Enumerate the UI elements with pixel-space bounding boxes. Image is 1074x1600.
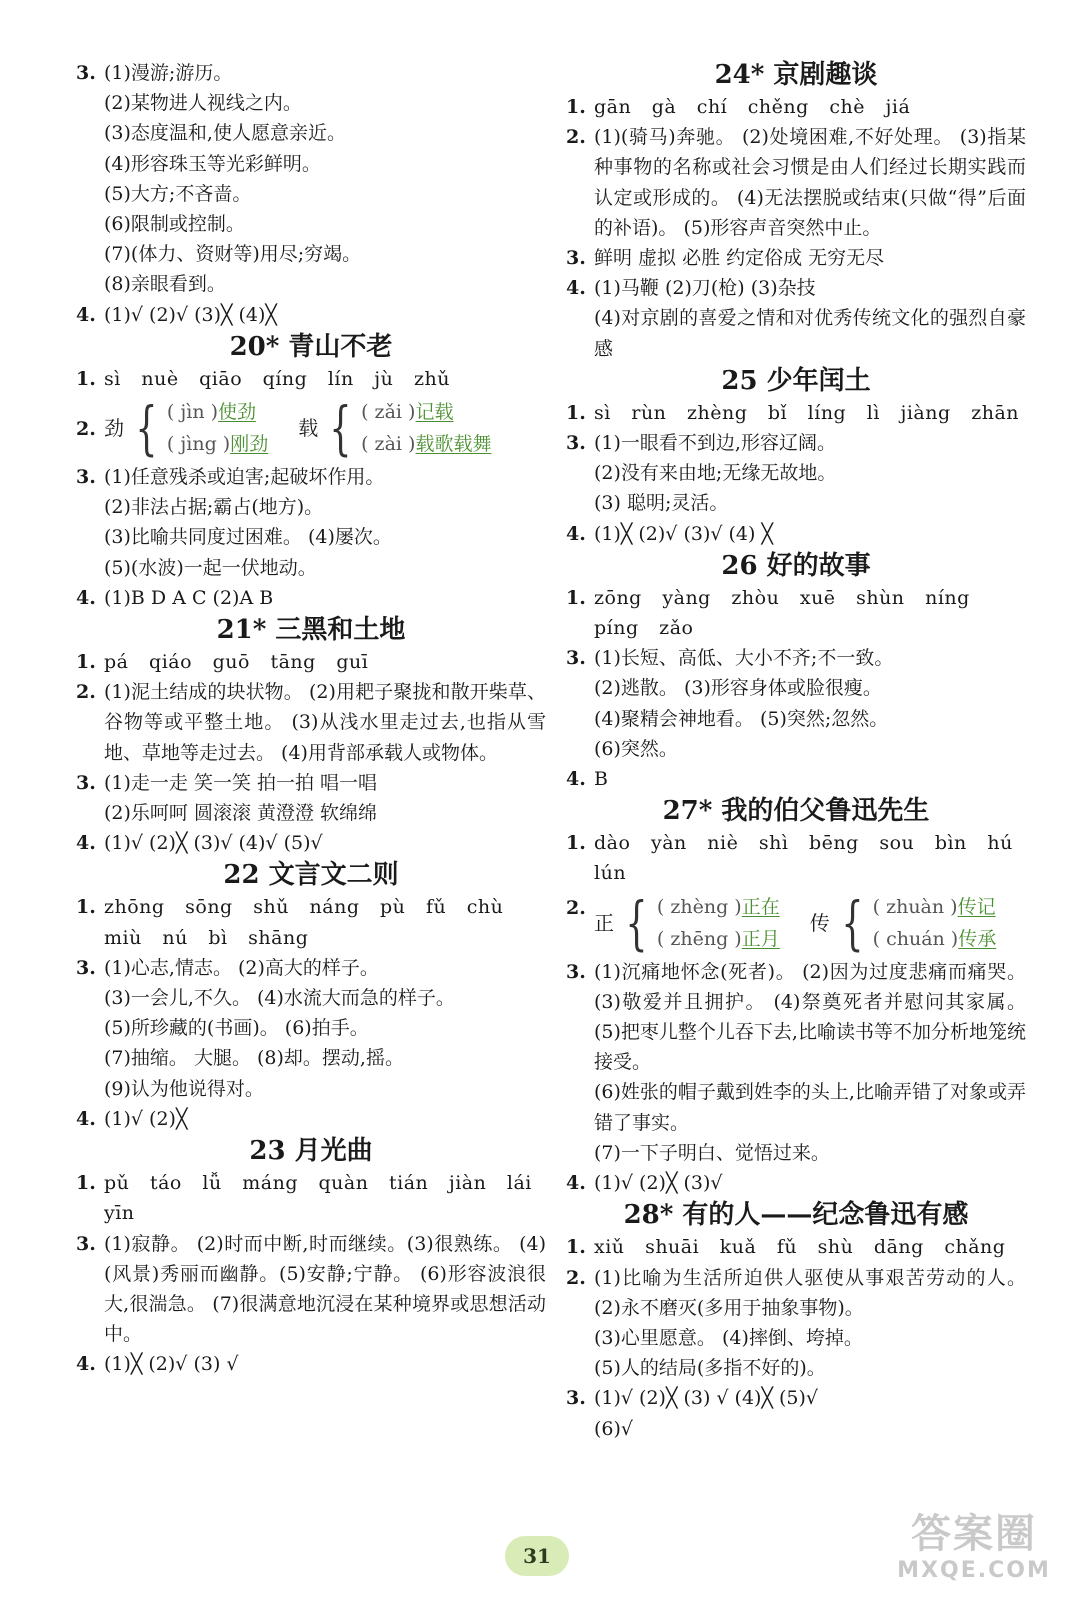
bracket-group-zheng xyxy=(594,888,780,957)
question-number: 1. xyxy=(76,1172,96,1195)
question-1 xyxy=(566,583,1026,643)
section-title-27: 27* 我的伯父鲁迅先生 xyxy=(662,796,930,827)
question-number: 3. xyxy=(76,956,96,979)
brace-icon: { xyxy=(329,394,352,463)
answer-line: (1)B D A C (2)A B xyxy=(104,586,274,609)
answer-line: (4)聚精会神地看。 (5)突然;忽然。 xyxy=(594,707,889,730)
pinyin-line: sì nuè qiāo qíng lín jù zhǔ xyxy=(104,367,450,390)
left-column xyxy=(76,58,546,1380)
answer-line: (1)√ (2)√ (3)╳ (4)╳ xyxy=(104,303,277,326)
answer-line: (7)(体力、资财等)用尽;穷竭。 xyxy=(104,243,362,266)
answer-line: (1)马鞭 (2)刀(枪) (3)杂技 xyxy=(594,277,816,300)
answer-line: (3)心里愿意。 (4)摔倒、垮掉。 xyxy=(594,1326,863,1349)
answer-line: (3)一会儿,不久。 (4)水流大而急的样子。 xyxy=(104,987,455,1010)
answer-paragraph: (6)姓张的帽子戴到姓李的头上,比喻弄错了对象或弄错了事实。 xyxy=(594,1081,1026,1134)
answer-line: (3) 聪明;灵活。 xyxy=(594,492,729,515)
question-number: 4. xyxy=(566,277,586,300)
brace-icon: { xyxy=(841,888,864,957)
question-4 xyxy=(76,583,546,613)
section-title-24: 24* 京剧趣谈 xyxy=(714,60,878,90)
answer-word: 载歌载舞 xyxy=(415,433,492,456)
watermark-text: 答案圈 xyxy=(911,1511,1037,1557)
answer-line: (2)乐呵呵 圆滚滚 黄澄澄 软绵绵 xyxy=(104,802,378,825)
polyphone-char: 载 xyxy=(298,415,319,440)
question-number: 1. xyxy=(566,832,586,855)
question-1 xyxy=(76,364,546,394)
answer-line: (3)态度温和,使人愿意亲近。 xyxy=(104,122,346,145)
question-number: 3. xyxy=(566,247,586,270)
answer-line: (4)形容珠玉等光彩鲜明。 xyxy=(104,152,321,175)
answer-line: 鲜明 虚拟 必胜 约定俗成 无穷无尽 xyxy=(594,247,885,270)
question-3 xyxy=(566,1383,1026,1443)
answer-word: 使劲 xyxy=(218,401,257,424)
answer-line: (1)心志,情志。 (2)高大的样子。 xyxy=(104,956,379,979)
answer-line: (1)√ (2)╳ (3) √ (4)╳ (5)√ xyxy=(594,1387,818,1410)
right-column xyxy=(566,58,1026,1444)
answer-line: (6)限制或控制。 xyxy=(104,213,245,236)
question-3 xyxy=(566,957,1026,1168)
question-number: 3. xyxy=(566,647,586,670)
pinyin: ( jìng ) xyxy=(166,433,231,456)
answer-paragraph: (1)比喻为生活所迫供人驱使从事艰苦劳动的人。 (2)永不磨灭(多用于抽象事物)。 xyxy=(594,1266,1026,1319)
answer-line: (7)抽缩。 大腿。 (8)却。摆动,摇。 xyxy=(104,1047,404,1070)
question-3 xyxy=(76,768,546,828)
question-3 xyxy=(566,643,1026,764)
bracket-row xyxy=(594,889,1026,957)
polyphone-char: 正 xyxy=(594,910,614,935)
section-title-28: 28* 有的人——纪念鲁迅有感 xyxy=(623,1200,969,1231)
answer-word: 传承 xyxy=(958,927,997,950)
brace-icon: { xyxy=(135,394,158,463)
question-number: 1. xyxy=(566,586,586,609)
section-title-21: 21* 三黑和土地 xyxy=(216,615,406,646)
question-number: 4. xyxy=(566,768,586,791)
answer-line: (6)√ xyxy=(594,1417,634,1440)
answer-paragraph: (1)寂静。 (2)时而中断,时而继续。(3)很熟练。 (4)(风景)秀丽而幽静。(5)安静;宁静。 (6)形容波浪很大,很湍急。 (7)很满意地沉浸在某种境界或思想活动中。 xyxy=(104,1232,546,1346)
question-1 xyxy=(76,647,546,677)
question-number: 3. xyxy=(76,771,96,794)
answer-line: (1)╳ (2)√ (3) √ xyxy=(104,1353,239,1376)
answer-word: 正月 xyxy=(741,927,780,950)
pinyin-line: zōng yàng zhòu xuē shùn níng xyxy=(594,586,970,609)
question-number: 1. xyxy=(76,651,96,674)
page-number: 31 xyxy=(505,1536,569,1576)
question-number: 1. xyxy=(566,401,586,424)
question-number: 2. xyxy=(566,126,586,149)
pinyin-line: gān gà chí chěng chè jiá xyxy=(594,96,911,118)
question-1 xyxy=(566,1232,1026,1262)
question-number: 4. xyxy=(76,303,96,326)
watermark-logo xyxy=(888,1510,1060,1590)
pinyin-line: yīn xyxy=(104,1202,135,1225)
question-number: 1. xyxy=(76,896,96,919)
question-number: 3. xyxy=(566,1387,586,1410)
pinyin: ( zhuàn ) xyxy=(872,895,958,918)
answer-word: 刚劲 xyxy=(230,433,269,456)
question-4 xyxy=(566,1168,1026,1198)
section-title-26: 26 好的故事 xyxy=(721,550,871,581)
question-number: 1. xyxy=(566,96,586,118)
question-number: 3. xyxy=(76,1232,96,1255)
pinyin: ( zài ) xyxy=(361,433,416,456)
question-3 xyxy=(76,462,546,583)
question-1 xyxy=(566,92,1026,122)
question-2 xyxy=(566,889,1026,957)
question-1 xyxy=(566,828,1026,888)
pinyin-line: xiǔ shuāi kuǎ fǔ shù dāng chǎng xyxy=(594,1236,1006,1259)
question-1 xyxy=(566,398,1026,428)
question-1 xyxy=(76,892,546,952)
polyphone-char: 劲 xyxy=(104,415,124,440)
pinyin-line: píng zǎo xyxy=(594,617,694,640)
pinyin-line: dào yàn niè shì bēng sou bìn hú xyxy=(594,832,1013,855)
bracket-group-jin xyxy=(104,394,269,463)
question-number: 4. xyxy=(76,1107,96,1130)
answer-paragraph: (1)(骑马)奔驰。 (2)处境困难,不好处理。 (3)指某种事物的名称或社会习惯是由人们经过长期实践而认定或形成的。 (4)无法摆脱或结束(只做“得”后面的补语)。 (5)形容声音突然中止。 xyxy=(594,126,1026,239)
answer-line: (9)认为他说得对。 xyxy=(104,1077,264,1100)
question-3 xyxy=(76,1229,546,1350)
answer-line: (5)大方;不吝啬。 xyxy=(104,182,252,205)
question-number: 2. xyxy=(76,681,96,704)
answer-word: 传记 xyxy=(957,895,996,918)
answer-paragraph: (4)对京剧的喜爱之情和对优秀传统文化的强烈自豪感 xyxy=(594,307,1026,360)
watermark-url: MXQE.COM xyxy=(897,1558,1051,1583)
answer-line: (3)比喻共同度过困难。 (4)屡次。 xyxy=(104,526,392,549)
question-3 xyxy=(566,428,1026,519)
answer-line: (1)√ (2)╳ (3)√ (4)√ (5)√ xyxy=(104,832,323,855)
question-4 xyxy=(76,828,546,858)
answer-line: (1)长短、高低、大小不齐;不一致。 xyxy=(594,647,894,670)
pinyin: ( zhèng ) xyxy=(656,895,742,918)
question-number: 4. xyxy=(76,586,96,609)
polyphone-char: 传 xyxy=(809,910,830,935)
pinyin-line: sì rùn zhèng bǐ líng lì jiàng zhān xyxy=(594,401,1020,424)
question-number: 3. xyxy=(76,62,96,84)
answer-line: (5)人的结局(多指不好的)。 xyxy=(594,1357,826,1380)
answer-line: (1)走一走 笑一笑 拍一拍 唱一唱 xyxy=(104,771,378,794)
question-3 xyxy=(566,243,1026,273)
question-4 xyxy=(76,300,546,330)
bracket-group-zhuan xyxy=(809,888,997,957)
question-3 xyxy=(76,58,546,300)
answer-paragraph: (1)沉痛地怀念(死者)。 (2)因为过度悲痛而痛哭。 (3)敬爱并且拥护。 (4)祭奠死者并慰问其家属。 (5)把枣儿整个儿吞下去,比喻读书等不加分析地笼统接受。 xyxy=(594,960,1026,1074)
question-number: 4. xyxy=(76,832,96,855)
answer-line: (1)√ (2)╳ xyxy=(104,1107,188,1130)
answer-line: B xyxy=(594,768,608,791)
pinyin: ( chuán ) xyxy=(872,927,959,950)
question-number: 3. xyxy=(76,466,96,489)
question-number: 3. xyxy=(566,432,586,455)
question-2 xyxy=(566,122,1026,243)
bracket-group-zai xyxy=(298,394,492,463)
bracket-row xyxy=(104,394,546,462)
pinyin: ( zhēng ) xyxy=(656,927,742,950)
question-4 xyxy=(566,519,1026,549)
question-4 xyxy=(76,1349,546,1379)
question-4 xyxy=(76,1104,546,1134)
question-4 xyxy=(566,764,1026,794)
question-number: 1. xyxy=(76,367,96,390)
question-number: 2. xyxy=(566,1266,586,1289)
section-title-25: 25 少年闰土 xyxy=(721,365,871,396)
answer-word: 记载 xyxy=(415,401,454,424)
pinyin-line: pá qiáo guō tāng guī xyxy=(104,651,369,674)
answer-word: 正在 xyxy=(741,895,780,918)
pinyin: ( jìn ) xyxy=(166,401,219,424)
question-number: 2. xyxy=(566,896,586,919)
pinyin-line: lún xyxy=(594,862,627,885)
section-title-23: 23 月光曲 xyxy=(249,1136,373,1167)
answer-line: (2)某物进人视线之内。 xyxy=(104,92,302,115)
question-2 xyxy=(76,394,546,462)
answer-line: (2)非法占据;霸占(地方)。 xyxy=(104,496,324,519)
question-number: 4. xyxy=(566,522,586,545)
answer-line: (2)逃散。 (3)形容身体或脸很瘦。 xyxy=(594,677,882,700)
question-2 xyxy=(76,677,546,768)
answer-line: (1)一眼看不到边,形容辽阔。 xyxy=(594,432,836,455)
question-3 xyxy=(76,953,546,1104)
brace-icon: { xyxy=(625,888,648,957)
answer-paragraph: (1)泥土结成的块状物。 (2)用耙子聚拢和散开柴草、谷物等或平整土地。 (3)从浅水里走过去,也指从雪地、草地等走过去。 (4)用背部承载人或物体。 xyxy=(104,681,546,764)
answer-line: (1)╳ (2)√ (3)√ (4) ╳ xyxy=(594,522,773,545)
answer-line: (7)一下子明白、觉悟过来。 xyxy=(594,1141,830,1164)
pinyin-line: miù nú bì shāng xyxy=(104,926,309,949)
question-number: 4. xyxy=(76,1353,96,1376)
question-1 xyxy=(76,1168,546,1228)
answer-line: (1)漫游;游历。 xyxy=(104,62,233,84)
answer-line: (5)(水波)一起一伏地动。 xyxy=(104,556,317,579)
answer-line: (6)突然。 xyxy=(594,737,678,760)
question-number: 2. xyxy=(76,418,96,441)
section-title-20: 20* 青山不老 xyxy=(229,331,393,362)
answer-line: (1)√ (2)╳ (3)√ xyxy=(594,1172,723,1195)
section-title-22: 22 文言文二则 xyxy=(223,860,399,891)
answer-line: (8)亲眼看到。 xyxy=(104,273,226,296)
answer-line: (5)所珍藏的(书画)。 (6)拍手。 xyxy=(104,1017,369,1040)
question-2 xyxy=(566,1263,1026,1384)
pinyin-line: zhōng sōng shǔ náng pù fǔ chù xyxy=(104,896,504,919)
question-number: 1. xyxy=(566,1236,586,1259)
pinyin: ( zǎi ) xyxy=(361,401,416,424)
answer-line: (1)任意残杀或迫害;起破坏作用。 xyxy=(104,466,385,489)
pinyin-line: pǔ táo lǚ máng quàn tián jiàn lái xyxy=(104,1172,532,1195)
question-number: 4. xyxy=(566,1172,586,1195)
question-4 xyxy=(566,273,1026,364)
answer-line: (2)没有来由地;无缘无故地。 xyxy=(594,462,837,485)
question-number: 3. xyxy=(566,960,586,983)
